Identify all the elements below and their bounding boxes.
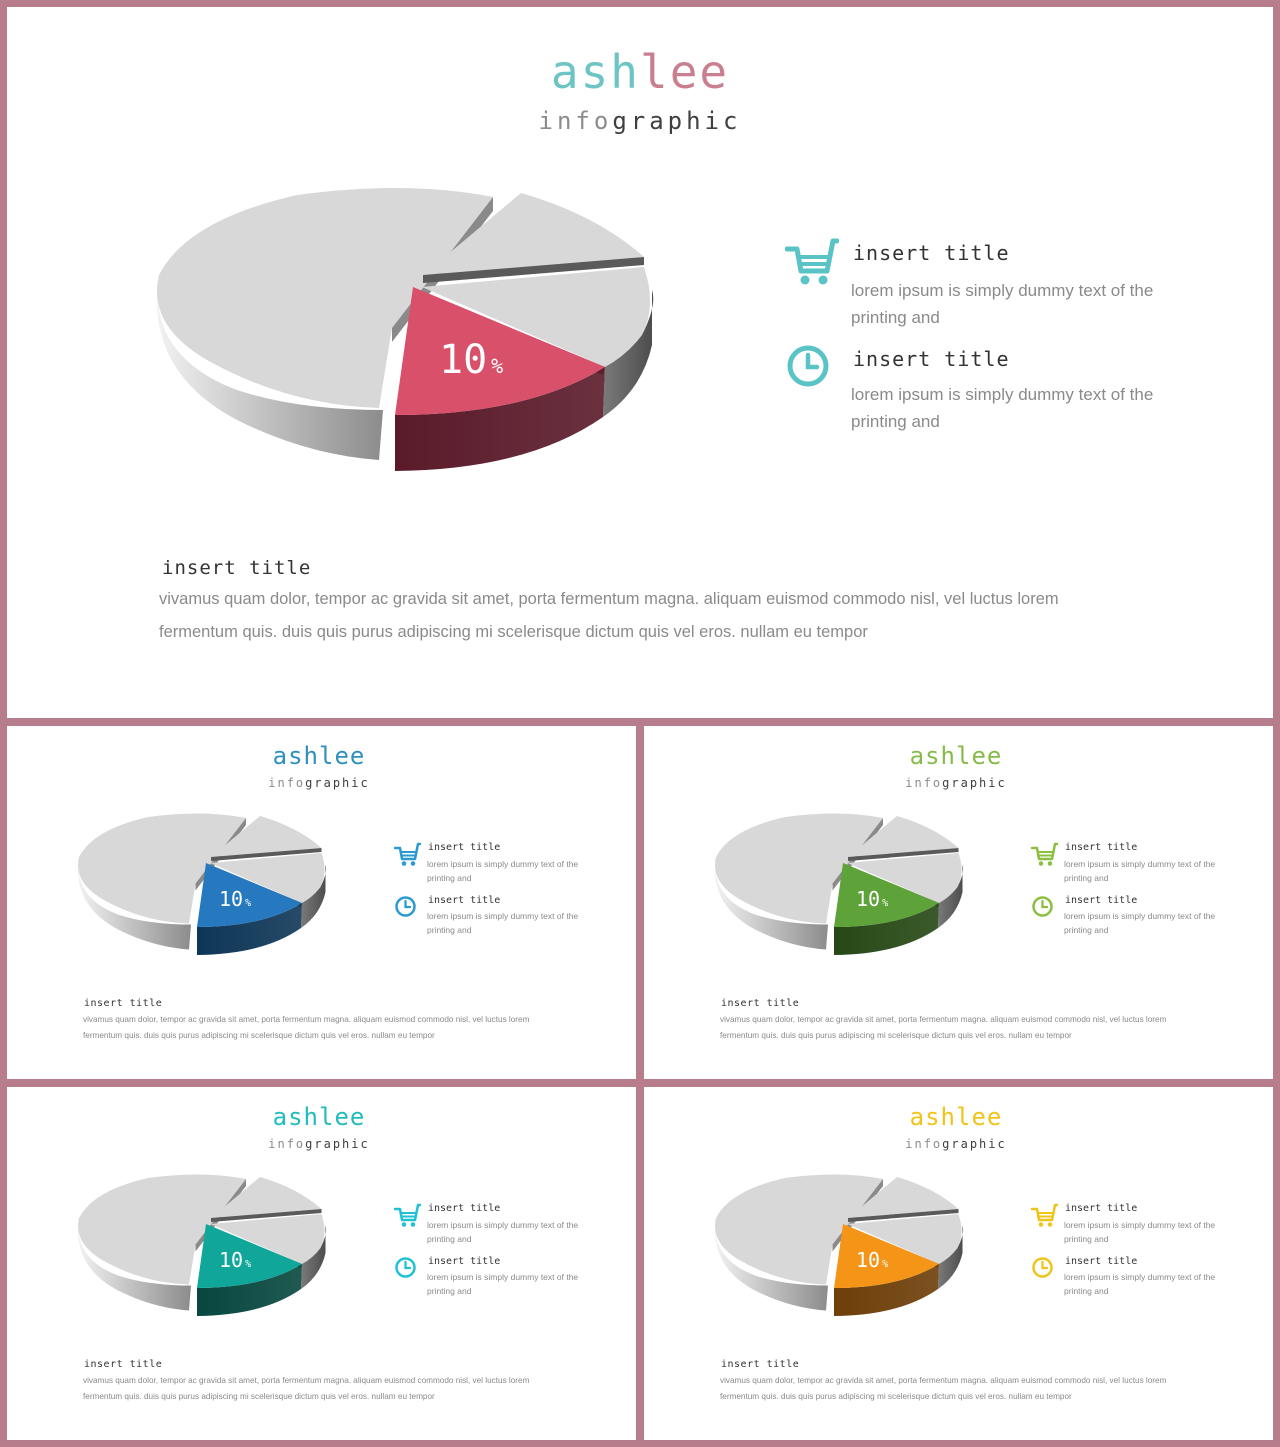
info-item-2	[1031, 1256, 1251, 1306]
brand-title	[7, 1103, 636, 1131]
item-text: lorem ipsum is simply dummy text of the printing and	[427, 1220, 579, 1244]
brand-title	[644, 742, 1273, 770]
bottom-line-1: vivamus quam dolor, tempor ac gravida sit amet, porta fermentum magna. aliquam euismod commodo nisl, vel luctus lorem	[720, 1376, 1167, 1385]
info-item-1	[1031, 1203, 1251, 1253]
brand-title	[644, 1103, 1273, 1131]
item-title: insert title	[1065, 1203, 1138, 1214]
info-item-1	[394, 1203, 614, 1253]
bottom-line-2: fermentum quis. duis quis purus adipiscing mi scelerisque dictum quis vel eros. nullam eu tempor	[720, 1392, 1072, 1401]
bottom-title: insert title	[721, 998, 800, 1009]
bottom-line-2: fermentum quis. duis quis purus adipiscing mi scelerisque dictum quis vel eros. nullam eu tempor	[159, 623, 868, 641]
item-title: insert title	[428, 842, 501, 853]
item-text: lorem ipsum is simply dummy text of the printing and	[1064, 911, 1216, 935]
item-title: insert title	[428, 895, 501, 906]
item-text: lorem ipsum is simply dummy text of the printing and	[1064, 1272, 1216, 1296]
info-item-2	[785, 343, 1205, 433]
bottom-line-1: vivamus quam dolor, tempor ac gravida sit amet, porta fermentum magna. aliquam euismod commodo nisl, vel luctus lorem	[159, 590, 1059, 608]
item-title: insert title	[853, 241, 1010, 265]
item-text: lorem ipsum is simply dummy text of the printing and	[427, 911, 579, 935]
pie-percent-label: 10 %	[219, 887, 252, 911]
cart-icon	[785, 237, 839, 287]
cart-icon	[1031, 842, 1058, 867]
pie-chart	[710, 1168, 965, 1318]
subtitle-light: info	[538, 107, 613, 135]
brand-subtitle	[644, 1137, 1273, 1151]
slide-teal	[7, 1087, 636, 1440]
subtitle-dark: graphic	[612, 107, 742, 135]
item-text: lorem ipsum is simply dummy text of the printing and	[1064, 859, 1216, 883]
bottom-line-1: vivamus quam dolor, tempor ac gravida sit amet, porta fermentum magna. aliquam euismod commodo nisl, vel luctus lorem	[83, 1376, 530, 1385]
bottom-title: insert title	[84, 1359, 163, 1370]
brand-subtitle	[7, 776, 636, 790]
pie-chart	[147, 175, 657, 475]
item-title: insert title	[853, 347, 1010, 371]
subtitle-dark: graphic	[305, 776, 370, 790]
bottom-title: insert title	[84, 998, 163, 1009]
bottom-line-2: fermentum quis. duis quis purus adipiscing mi scelerisque dictum quis vel eros. nullam eu tempor	[83, 1392, 435, 1401]
pie-chart	[73, 807, 328, 957]
item-title: insert title	[428, 1203, 501, 1214]
item-title: insert title	[1065, 842, 1138, 853]
clock-icon	[394, 895, 417, 918]
clock-icon	[1031, 1256, 1054, 1279]
cart-icon	[394, 842, 421, 867]
pie-chart	[710, 807, 965, 957]
brand-title-a: ash	[550, 45, 640, 99]
pie-percent-label: 10 %	[439, 337, 504, 383]
bottom-line-2: fermentum quis. duis quis purus adipiscing mi scelerisque dictum quis vel eros. nullam eu tempor	[720, 1031, 1072, 1040]
info-item-1	[785, 237, 1205, 327]
subtitle-light: info	[905, 776, 943, 790]
brand-title	[7, 742, 636, 770]
bottom-line-1: vivamus quam dolor, tempor ac gravida sit amet, porta fermentum magna. aliquam euismod commodo nisl, vel luctus lorem	[83, 1015, 530, 1024]
item-title: insert title	[1065, 895, 1138, 906]
item-title: insert title	[428, 1256, 501, 1267]
item-text: lorem ipsum is simply dummy text of the printing and	[427, 859, 579, 883]
bottom-line-2: fermentum quis. duis quis purus adipiscing mi scelerisque dictum quis vel eros. nullam eu tempor	[83, 1031, 435, 1040]
subtitle-light: info	[905, 1137, 943, 1151]
info-item-2	[1031, 895, 1251, 945]
bottom-title: insert title	[721, 1359, 800, 1370]
item-text: lorem ipsum is simply dummy text of the printing and	[851, 281, 1154, 327]
subtitle-dark: graphic	[305, 1137, 370, 1151]
subtitle-light: info	[268, 1137, 306, 1151]
brand-title-b: lee	[640, 45, 730, 99]
item-text: lorem ipsum is simply dummy text of the printing and	[427, 1272, 579, 1296]
subtitle-dark: graphic	[942, 776, 1007, 790]
brand-title	[7, 45, 1273, 99]
pie-percent-label: 10 %	[856, 887, 889, 911]
info-item-2	[394, 1256, 614, 1306]
pie-percent-label: 10 %	[856, 1248, 889, 1272]
slide-main	[7, 7, 1273, 718]
brand-title-text: ashlee	[272, 1103, 366, 1131]
info-item-1	[1031, 842, 1251, 892]
pie-percent-label: 10 %	[219, 1248, 252, 1272]
cart-icon	[1031, 1203, 1058, 1228]
subtitle-light: info	[268, 776, 306, 790]
subtitle-dark: graphic	[942, 1137, 1007, 1151]
info-item-2	[394, 895, 614, 945]
info-item-1	[394, 842, 614, 892]
slide-orange	[644, 1087, 1273, 1440]
brand-subtitle	[644, 776, 1273, 790]
brand-subtitle	[7, 1137, 636, 1151]
brand-title-text: ashlee	[909, 1103, 1003, 1131]
slide-blue	[7, 726, 636, 1079]
brand-subtitle	[7, 107, 1273, 135]
item-title: insert title	[1065, 1256, 1138, 1267]
pie-chart	[73, 1168, 328, 1318]
clock-icon	[785, 343, 831, 389]
bottom-title: insert title	[162, 557, 312, 579]
brand-title-text: ashlee	[272, 742, 366, 770]
item-text: lorem ipsum is simply dummy text of the printing and	[1064, 1220, 1216, 1244]
bottom-line-1: vivamus quam dolor, tempor ac gravida sit amet, porta fermentum magna. aliquam euismod commodo nisl, vel luctus lorem	[720, 1015, 1167, 1024]
cart-icon	[394, 1203, 421, 1228]
slide-green	[644, 726, 1273, 1079]
brand-title-text: ashlee	[909, 742, 1003, 770]
clock-icon	[1031, 895, 1054, 918]
clock-icon	[394, 1256, 417, 1279]
item-text: lorem ipsum is simply dummy text of the printing and	[851, 385, 1154, 431]
